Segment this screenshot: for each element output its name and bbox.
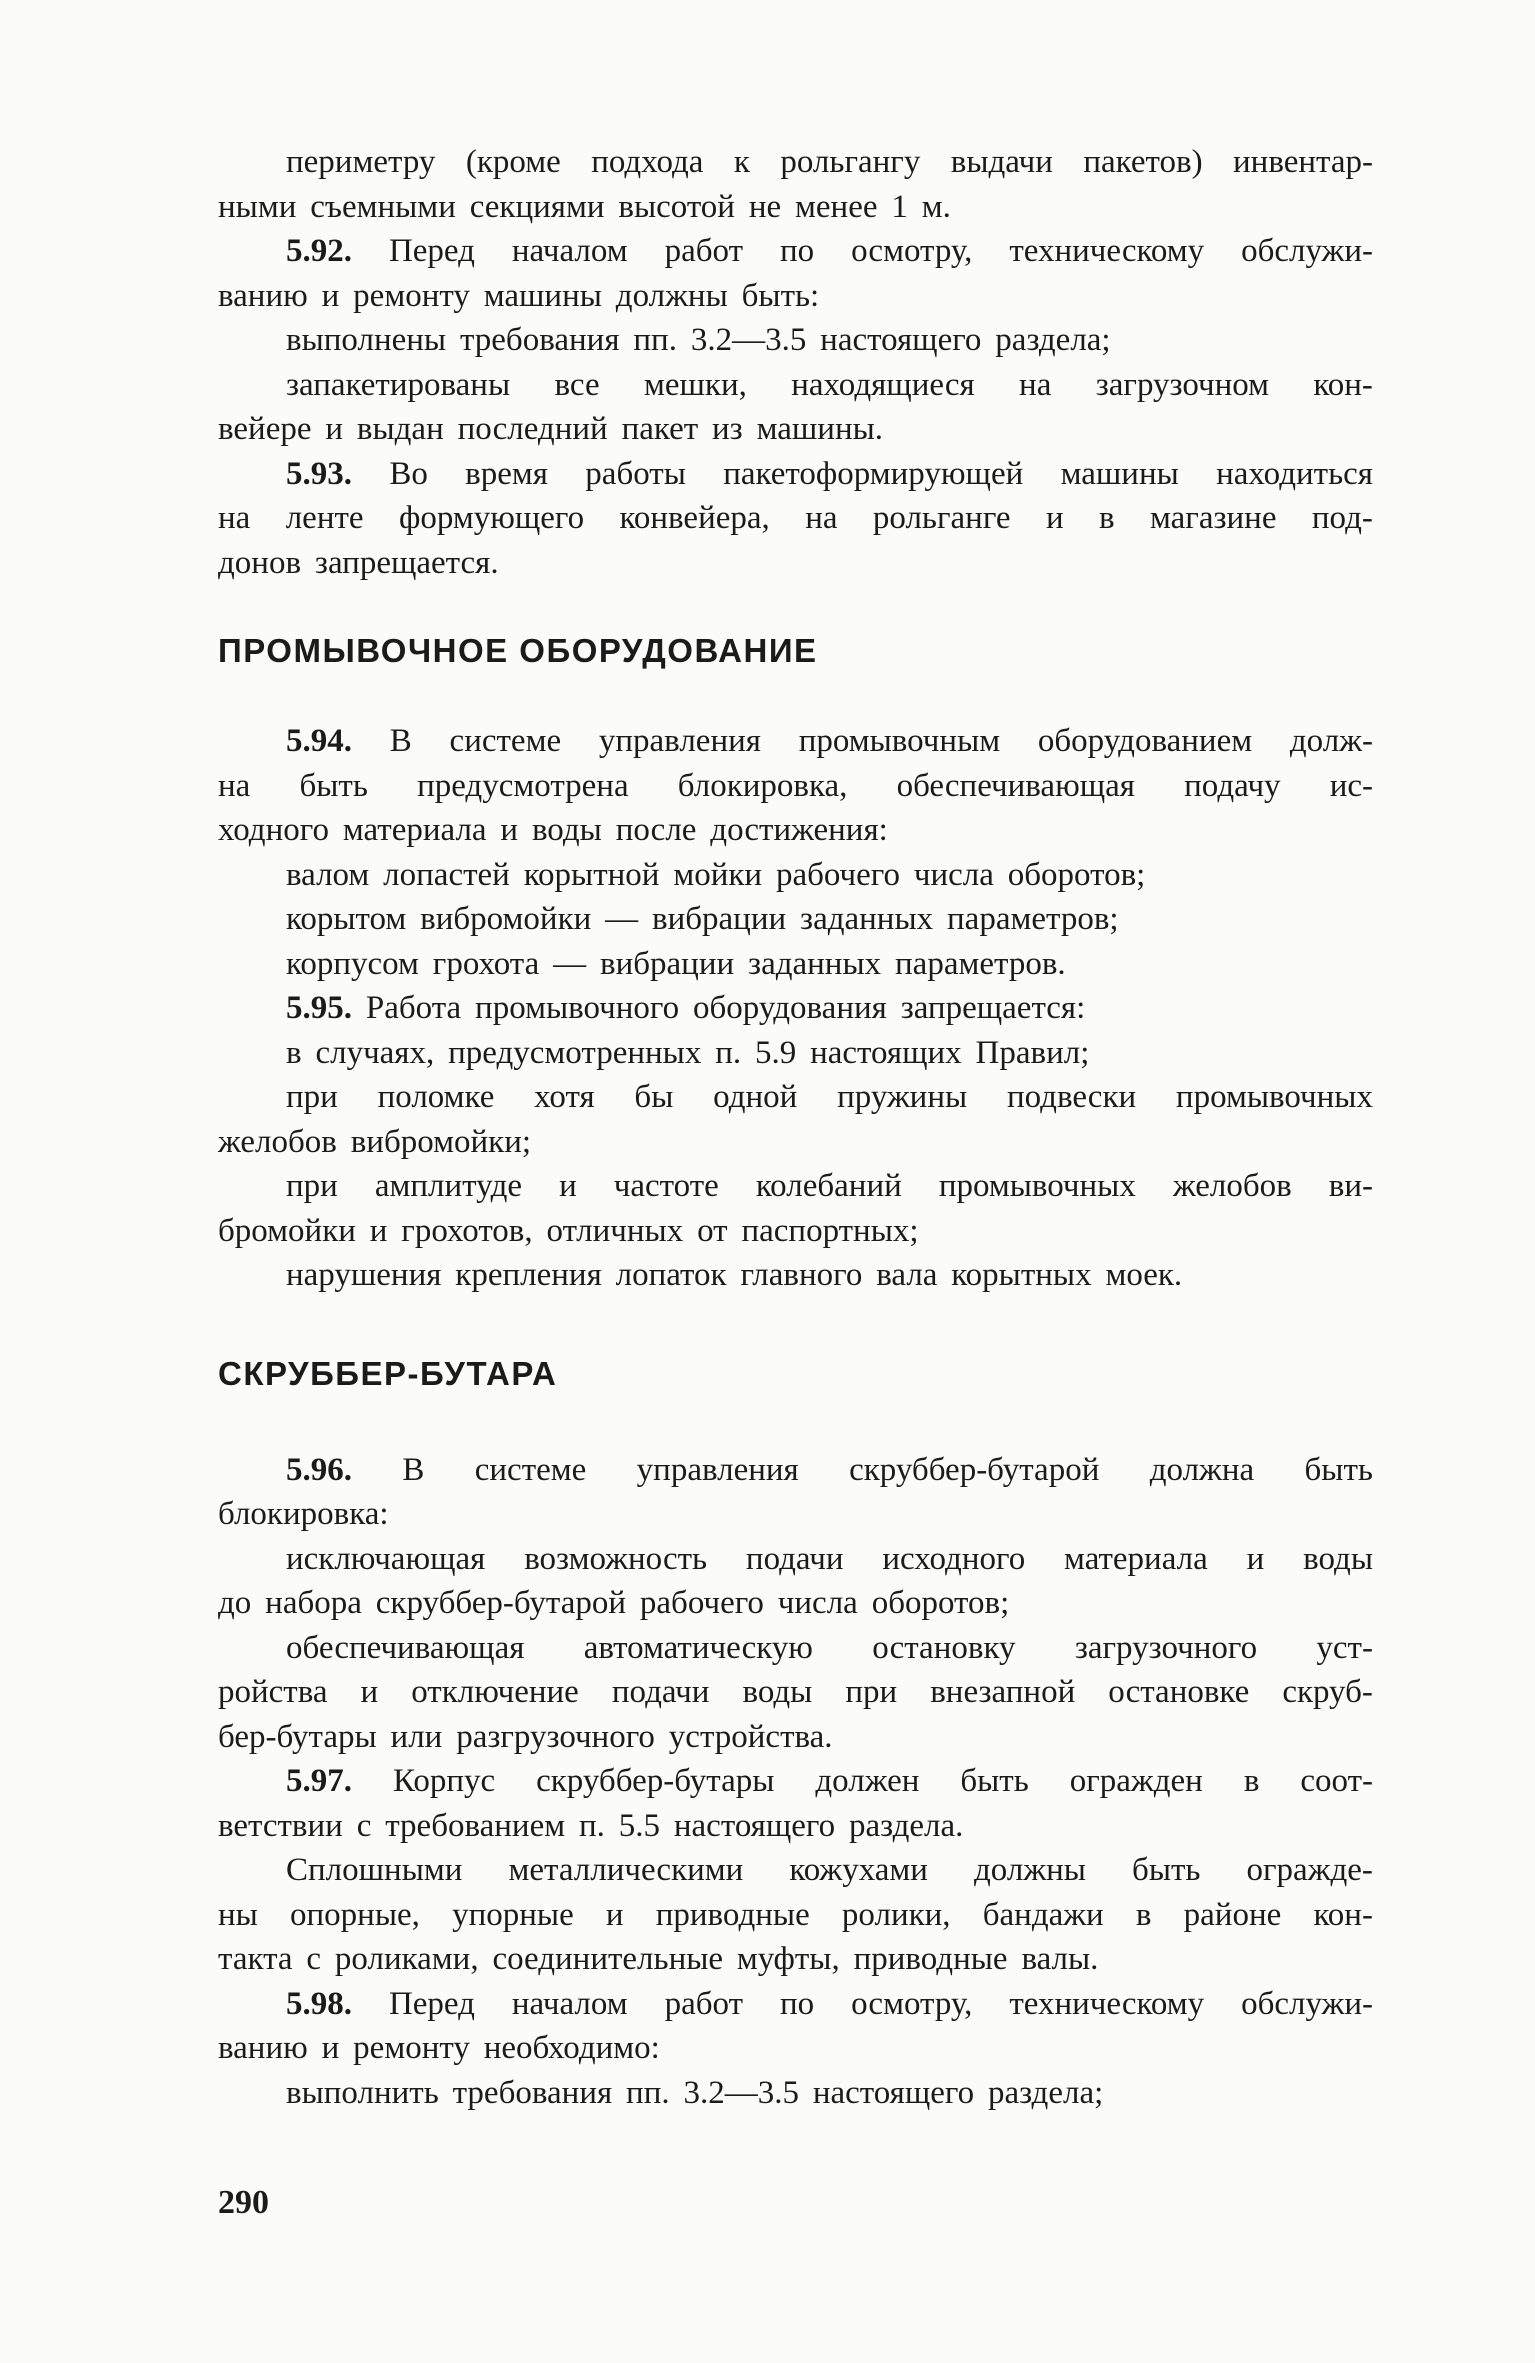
numbered-paragraph — [218, 719, 1373, 853]
paragraph-number: 5.93. — [286, 455, 352, 492]
text-line: 5.97. Корпус скруббер-бутары должен быть огражден в соот- — [218, 1759, 1373, 1804]
paragraph-number: 5.95. — [286, 990, 352, 1026]
paragraph — [218, 1537, 1373, 1626]
page-body — [218, 140, 1373, 2115]
text-line: в случаях, предусмотренных п. 5.9 настоящих Правил; — [286, 1034, 1090, 1071]
text-line: 5.98. Перед началом работ по осмотру, техническому обслужи- — [218, 1982, 1373, 2027]
paragraph-number: 5.97. — [286, 1763, 352, 1799]
text-line: 5.96. В системе управления скруббер-бутарой должна быть — [218, 1448, 1373, 1493]
paragraph — [218, 1164, 1373, 1253]
text-line: ройства и отключение подачи воды при внезапной остановке скруб- — [218, 1674, 1373, 1710]
text-line: при амплитуде и частоте колебаний промывочных желобов ви- — [286, 1168, 1373, 1204]
text-line: на ленте формующего конвейера, на рольганге и в магазине под- — [218, 500, 1373, 536]
paragraph — [218, 318, 1373, 363]
numbered-paragraph — [218, 229, 1373, 318]
text-line: донов запрещается. — [218, 544, 499, 581]
text-line: 5.92. Перед началом работ по осмотру, техническому обслужи- — [218, 229, 1373, 274]
paragraph — [218, 140, 1373, 229]
numbered-paragraph — [218, 1759, 1373, 1848]
text-line: корытом вибромойки — вибрации заданных параметров; — [286, 901, 1119, 937]
text-line: Сплошными металлическими кожухами должны быть огражде- — [286, 1852, 1373, 1888]
text-line: ными съемными секциями высотой не менее 1 м. — [218, 188, 951, 225]
text-line: выполнить требования пп. 3.2—3.5 настоящего раздела; — [286, 2074, 1104, 2111]
text-line: при поломке хотя бы одной пружины подвески промывочных — [286, 1079, 1373, 1115]
paragraph — [218, 942, 1373, 987]
text-line: 5.93. Во время работы пакетоформирующей машины находиться — [218, 452, 1373, 497]
text-line: такта с роликами, соединительные муфты, приводные валы. — [218, 1941, 1099, 1977]
text-line: ванию и ремонту необходимо: — [218, 2030, 660, 2066]
text-line: вейере и выдан последний пакет из машины. — [218, 411, 884, 447]
text-line: нарушения крепления лопаток главного вала корытных моек. — [286, 1257, 1183, 1293]
section-heading: ПРОМЫВОЧНОЕ ОБОРУДОВАНИЕ — [218, 632, 818, 669]
text-line: ветствии с требованием п. 5.5 настоящего раздела. — [218, 1807, 964, 1844]
text-line: блокировка: — [218, 1496, 389, 1532]
page-number: 290 — [218, 2184, 269, 2221]
text-line: валом лопастей корытной мойки рабочего числа оборотов; — [286, 856, 1146, 893]
text-line: запакетированы все мешки, находящиеся на загрузочном кон- — [286, 366, 1373, 403]
section-heading: СКРУББЕР-БУТАРА — [218, 1354, 558, 1392]
text-line: исключающая возможность подачи исходного материала и воды — [286, 1540, 1373, 1577]
text-line: желобов вибромойки; — [218, 1123, 532, 1160]
numbered-paragraph — [218, 986, 1373, 1031]
paragraph — [218, 1626, 1373, 1760]
numbered-paragraph — [218, 1982, 1373, 2071]
text-line: бромойки и грохотов, отличных от паспортных; — [218, 1212, 919, 1249]
text-line: 5.95. Работа промывочного оборудования запрещается: — [218, 986, 1373, 1031]
text-line: выполнены требования пп. 3.2—3.5 настоящего раздела; — [286, 322, 1111, 358]
paragraph — [218, 853, 1373, 898]
paragraph-number: 5.98. — [286, 1985, 352, 2022]
paragraph — [218, 1848, 1373, 1982]
text-line: периметру (кроме подхода к рольгангу выдачи пакетов) инвентар- — [286, 144, 1373, 180]
paragraph-number: 5.92. — [286, 233, 352, 269]
text-line: ны опорные, упорные и приводные ролики, бандажи в районе кон- — [218, 1896, 1373, 1933]
text-line: до набора скруббер-бутарой рабочего числа оборотов; — [218, 1585, 1010, 1621]
text-line: бер-бутары или разгрузочного устройства. — [218, 1718, 833, 1755]
text-line: обеспечивающая автоматическую остановку загрузочного уст- — [286, 1629, 1373, 1666]
text-line: корпусом грохота — вибрации заданных параметров. — [286, 945, 1066, 982]
text-line: 5.94. В системе управления промывочным оборудованием долж- — [218, 719, 1373, 764]
paragraph — [218, 1075, 1373, 1164]
paragraph-number: 5.96. — [286, 1451, 352, 1488]
numbered-paragraph — [218, 452, 1373, 586]
text-line: на быть предусмотрена блокировка, обеспечивающая подачу ис- — [218, 767, 1373, 804]
paragraph — [218, 897, 1373, 942]
numbered-paragraph — [218, 1448, 1373, 1537]
paragraph — [218, 1031, 1373, 1076]
paragraph — [218, 1253, 1373, 1298]
text-line: ванию и ремонту машины должны быть: — [218, 277, 820, 314]
paragraph — [218, 2071, 1373, 2116]
paragraph-number: 5.94. — [286, 723, 352, 759]
paragraph — [218, 363, 1373, 452]
text-line: ходного материала и воды после достижения: — [218, 812, 888, 848]
